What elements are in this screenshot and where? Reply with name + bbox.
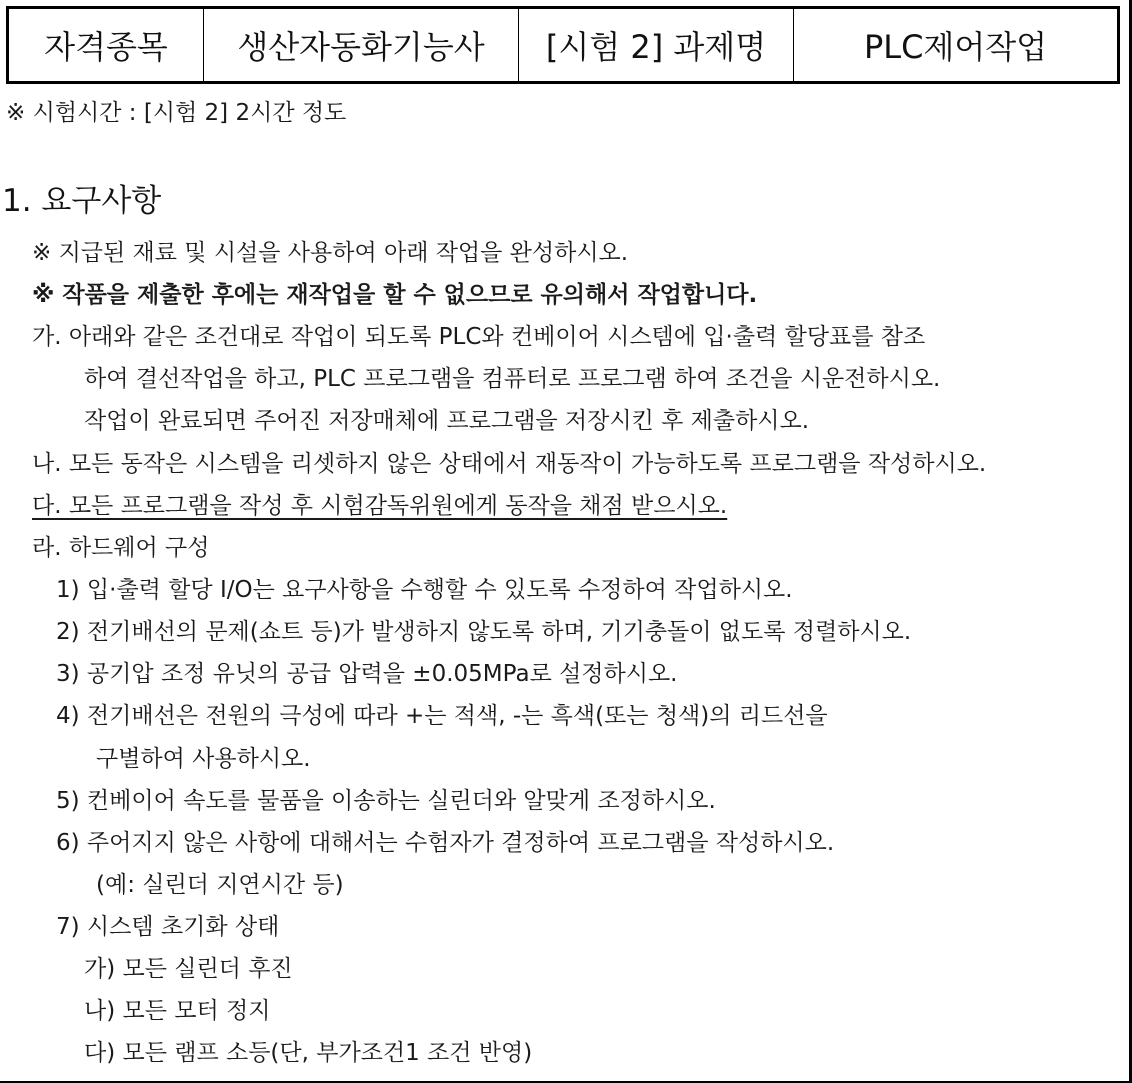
sub-item-6-line2: (예: 실린더 지연시간 등) [96,872,344,898]
task-name: PLC제어작업 [794,8,1119,83]
item-ga-line2: 하여 결선작업을 하고, PLC 프로그램을 컴퓨터로 프로그램 하여 조건을 시운전하시오. [84,366,941,392]
exam-header-table [6,6,1120,84]
label-qualification: 자격종목 [8,8,204,83]
sub-item-2: 2) 전기배선의 문제(쇼트 등)가 발생하지 않도록 하며, 기기충돌이 없도록 정렬하시오. [56,619,912,645]
note-no-rework: ※ 작품을 제출한 후에는 재작업을 할 수 없으므로 유의해서 작업합니다. [32,282,758,308]
item-da: 다. 모든 프로그램을 작성 후 시험감독위원에게 동작을 채점 받으시오. [32,493,728,519]
sub-item-3: 3) 공기압 조정 유닛의 공급 압력을 ±0.05MPa로 설정하시오. [56,661,678,687]
sub-item-7-na: 나) 모든 모터 정지 [84,998,271,1024]
sub-item-4-line2: 구별하여 사용하시오. [96,746,311,772]
sub-item-1: 1) 입·출력 할당 I/O는 요구사항을 수행할 수 있도록 수정하여 작업하시오. [56,577,793,603]
item-ga-line3: 작업이 완료되면 주어진 저장매체에 프로그램을 저장시킨 후 제출하시오. [84,408,810,434]
sub-item-7: 7) 시스템 초기화 상태 [56,914,280,940]
sub-item-4-line1: 4) 전기배선은 전원의 극성에 따라 +는 적색, -는 흑색(또는 청색)의 리드선을 [56,703,828,729]
section-title: 1. 요구사항 [2,183,162,219]
sub-item-5: 5) 컨베이어 속도를 물품을 이송하는 실린더와 알맞게 조정하시오. [56,788,716,814]
item-ga-line1: 가. 아래와 같은 조건대로 작업이 되도록 PLC와 컨베이어 시스템에 입·출력 할당표를 참조 [32,324,926,350]
label-task-name: [시험 2] 과제명 [519,8,794,83]
exam-time: ※ 시험시간 : [시험 2] 2시간 정도 [6,100,347,126]
note-materials: ※ 지급된 재료 및 시설을 사용하여 아래 작업을 완성하시오. [32,240,629,266]
sub-item-7-ga: 가) 모든 실린더 후진 [84,956,293,982]
sub-item-7-da: 다) 모든 램프 소등(단, 부가조건1 조건 반영) [84,1040,533,1066]
item-na: 나. 모든 동작은 시스템을 리셋하지 않은 상태에서 재동작이 가능하도록 프로그램을 작성하시오. [32,451,987,477]
sub-item-6-line1: 6) 주어지지 않은 사항에 대해서는 수험자가 결정하여 프로그램을 작성하시오. [56,830,835,856]
item-ra: 라. 하드웨어 구성 [32,535,210,561]
qualification-name: 생산자동화기능사 [204,8,519,83]
